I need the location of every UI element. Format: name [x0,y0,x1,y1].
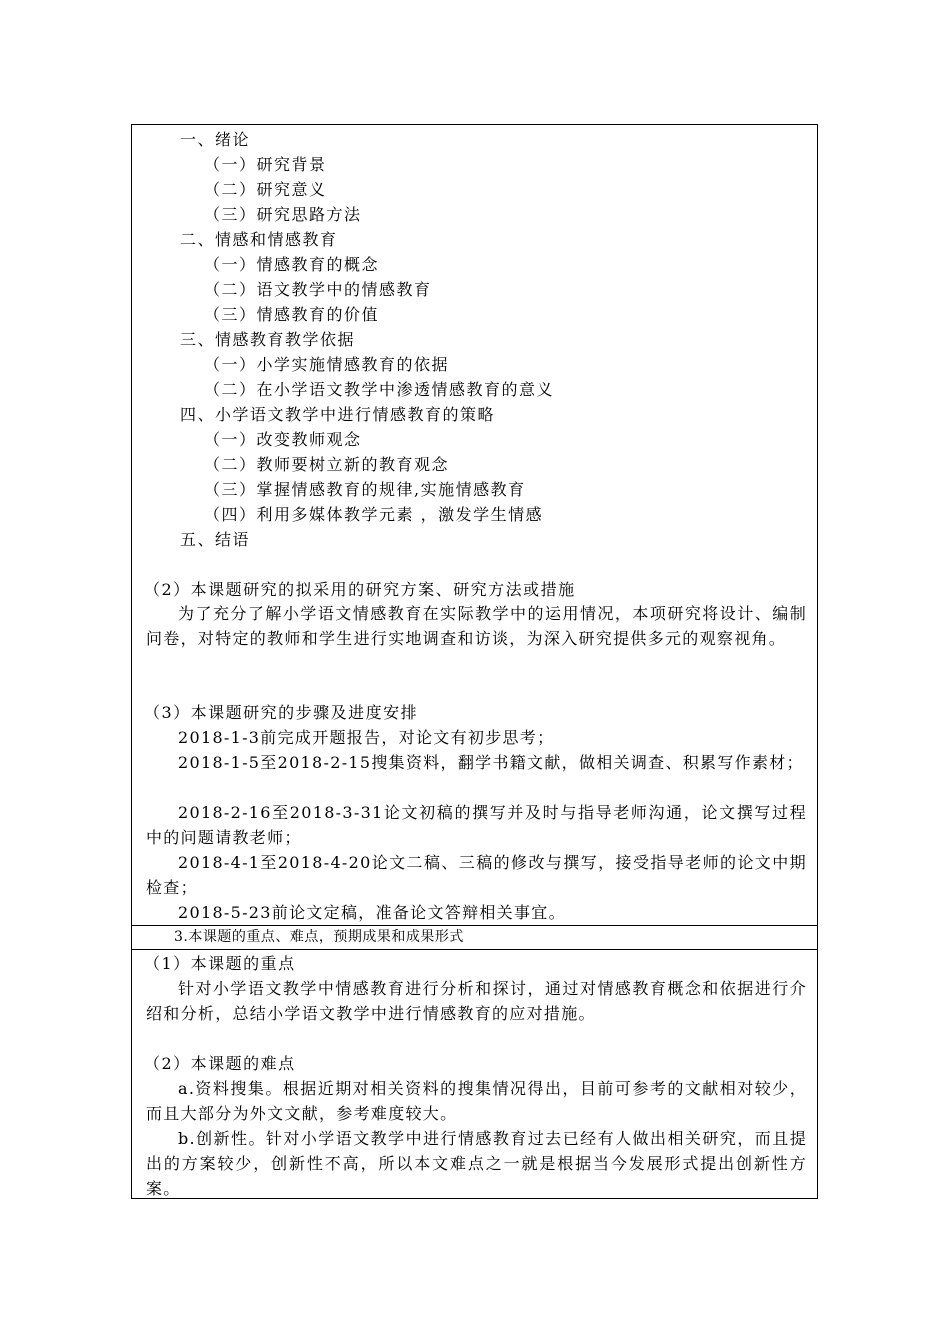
outline-item: （三）情感教育的价值 [204,305,380,324]
methods-paragraph: 为了充分了解小学语文情感教育在实际教学中的运用情况，本项研究将设计、编制问卷，对特定的教师和学生进行实地调查和访谈，为深入研究提供多元的观察视角。 [146,604,807,648]
outline-item: （一）改变教师观念 [204,430,362,449]
outline-item: （三）研究思路方法 [204,205,362,224]
schedule-item: 2018-2-16至2018-3-31论文初稿的撰写并及时与指导老师沟通，论文撰写过程中的问题请教老师； [146,803,807,847]
outline-item: （二）在小学语文教学中渗透情感教育的意义 [204,380,555,399]
outline-item: 一、绪论 [180,130,251,149]
schedule-item: 2018-1-5至2018-2-15搜集资料，翻学书籍文献，做相关调查、积累写作素材； [178,753,804,772]
schedule-item: 2018-4-1至2018-4-20论文二稿、三稿的修改与撰写，接受指导老师的论文中期检查； [146,853,807,897]
outline-item: （一）小学实施情感教育的依据 [204,355,450,374]
difficulty-heading: （2）本课题的难点 [144,1054,296,1073]
schedule-heading: （3）本课题研究的步骤及进度安排 [144,703,419,722]
outline-item: （一）情感教育的概念 [204,255,380,274]
outline-item: （二）研究意义 [204,180,327,199]
schedule-item: 2018-5-23前论文定稿，准备论文答辩相关事宜。 [178,903,566,922]
outline-section [132,125,817,926]
proposal-table [131,124,818,1199]
outline-item: 四、小学语文教学中进行情感教育的策略 [180,405,496,424]
outline-item: 二、情感和情感教育 [180,230,338,249]
outline-item: （一）研究背景 [204,155,327,174]
key-paragraph: 针对小学语文教学中情感教育进行分析和探讨，通过对情感教育概念和依据进行介绍和分析，总结小学语文教学中进行情感教育的应对措施。 [146,979,807,1023]
outline-item: （二）语文教学中的情感教育 [204,280,432,299]
difficulty-a: a.资料搜集。根据近期对相关资料的搜集情况得出，目前可参考的文献相对较少，而且大部分为外文文献，参考难度较大。 [146,1079,807,1123]
key-heading: （1）本课题的重点 [144,954,296,973]
outline-item: （四）利用多媒体教学元素 ，激发学生情感 [204,505,544,524]
key-points-section [132,950,817,1198]
outline-item: 五、结语 [180,530,251,549]
outline-item: （二）教师要树立新的教育观念 [204,455,450,474]
difficulty-b: b.创新性。针对小学语文教学中进行情感教育过去已经有人做出相关研究，而且提出的方案较少，创新性不高，所以本文难点之一就是根据当今发展形式提出创新性方案。 [146,1129,807,1198]
section3-header-row [132,926,817,950]
section3-header: 3.本课题的重点、难点，预期成果和成果形式 [174,929,464,945]
schedule-item: 2018-1-3前完成开题报告，对论文有初步思考； [178,728,555,747]
outline-item: （三）掌握情感教育的规律,实施情感教育 [204,480,526,499]
outline-item: 三、情感教育教学依据 [180,330,356,349]
methods-heading: （2）本课题研究的拟采用的研究方案、研究方法或措施 [144,580,576,599]
